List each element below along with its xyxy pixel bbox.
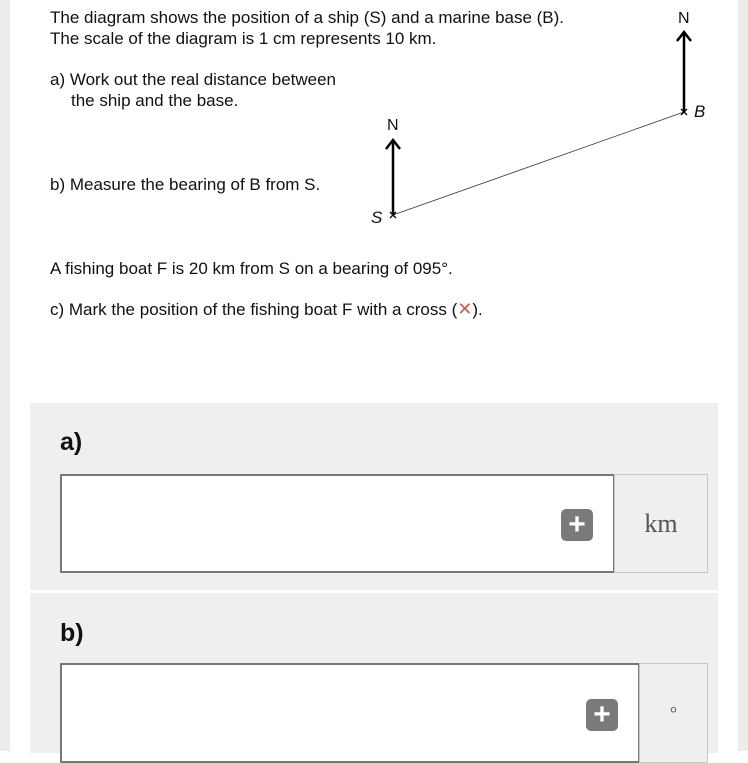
answer-a-unit: km [614,474,708,573]
plus-icon[interactable]: + [586,699,618,731]
answer-a-input[interactable] [60,474,615,573]
red-cross-icon: ✕ [457,299,473,319]
question-a-line-2: the ship and the base. [71,91,239,110]
north-label-s: N [387,117,399,134]
answer-a-label: a) [60,428,83,456]
plus-icon[interactable]: + [561,509,593,541]
base-label: B [694,102,706,121]
question-c [50,299,483,320]
question-c-text: c) Mark the position of the fishing boat F with a cross ( [50,300,458,319]
answer-b-label: b) [60,619,84,647]
ship-label: S [371,208,383,227]
question-c-close: ). [472,300,483,319]
intro-line-2: The scale of the diagram is 1 cm represents 10 km. [50,29,437,48]
answer-b-unit: ° [639,663,708,763]
fishing-boat-text: A fishing boat F is 20 km from S on a bearing of 095°. [50,259,453,278]
ship-base-line [393,112,684,215]
north-label-b: N [678,10,690,27]
question-b: b) Measure the bearing of B from S. [50,175,321,194]
answer-b-input[interactable] [60,663,640,763]
intro-line-1: The diagram shows the position of a ship (S) and a marine base (B). [50,8,565,27]
question-a-line-1: a) Work out the real distance between [50,70,337,89]
